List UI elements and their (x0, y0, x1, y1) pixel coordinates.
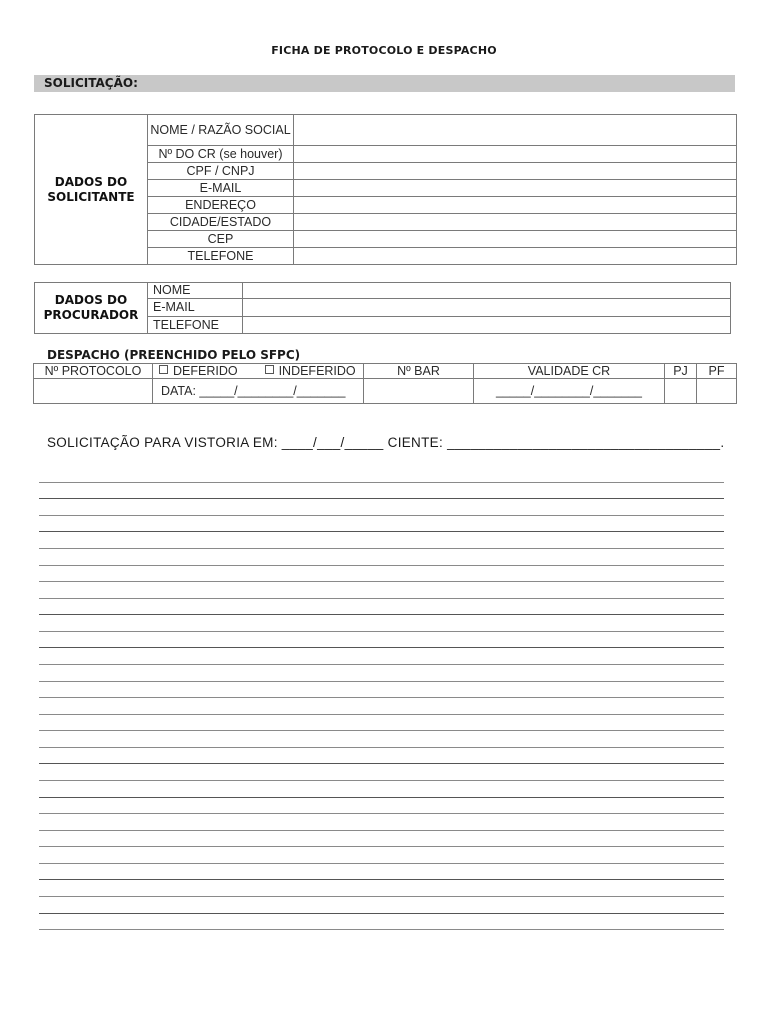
procurador-input-email[interactable] (243, 299, 731, 316)
field-label-endereco: ENDEREÇO (148, 197, 294, 214)
writing-line[interactable] (39, 714, 724, 715)
document-title: FICHA DE PROTOCOLO E DESPACHO (271, 44, 497, 57)
despacho-table (33, 363, 737, 404)
writing-line[interactable] (39, 498, 724, 499)
solicitante-label-line1: DADOS DO (54, 174, 128, 189)
writing-line[interactable] (39, 614, 724, 615)
procurador-label (35, 283, 148, 334)
field-input-cpf[interactable] (294, 163, 737, 180)
field-label-cr: Nº DO CR (se houver) (148, 146, 294, 163)
writing-line[interactable] (39, 515, 724, 516)
procurador-label-nome: NOME (148, 283, 243, 299)
writing-line[interactable] (39, 548, 724, 549)
writing-line[interactable] (39, 664, 724, 665)
writing-line[interactable] (39, 830, 724, 831)
writing-line[interactable] (39, 797, 724, 798)
writing-line[interactable] (39, 581, 724, 582)
indeferido-label: INDEFERIDO (278, 364, 356, 378)
field-label-telefone: TELEFONE (148, 248, 294, 265)
section-header-label: SOLICITAÇÃO: (44, 76, 138, 90)
field-input-cidade[interactable] (294, 214, 737, 231)
writing-line[interactable] (39, 780, 724, 781)
writing-line[interactable] (39, 896, 724, 897)
pf-input[interactable] (697, 379, 737, 404)
writing-line[interactable] (39, 913, 724, 914)
writing-line[interactable] (39, 697, 724, 698)
procurador-input-nome[interactable] (243, 283, 731, 299)
field-label-nome: NOME / RAZÃO SOCIAL (148, 115, 294, 146)
protocolo-input[interactable] (34, 379, 153, 404)
data-field[interactable]: DATA: _____/________/_______ (153, 379, 364, 404)
writing-line[interactable] (39, 730, 724, 731)
field-label-cidade: CIDADE/ESTADO (148, 214, 294, 231)
writing-line[interactable] (39, 681, 724, 682)
field-input-telefone[interactable] (294, 248, 737, 265)
solicitante-label (35, 115, 148, 265)
procurador-label-line1: DADOS DO (54, 293, 128, 307)
vistoria-line: SOLICITAÇÃO PARA VISTORIA EM: ____/___/_____ CIENTE: ___________________________________. (47, 435, 725, 450)
writing-line[interactable] (39, 846, 724, 847)
writing-line[interactable] (39, 763, 724, 764)
field-input-email[interactable] (294, 180, 737, 197)
solicitante-label-line2: SOLICITANTE (47, 189, 135, 204)
writing-line[interactable] (39, 482, 724, 483)
pf-header: PF (697, 364, 737, 379)
writing-line[interactable] (39, 631, 724, 632)
bar-input[interactable] (364, 379, 474, 404)
procurador-input-telefone[interactable] (243, 316, 731, 333)
solicitante-table (34, 114, 737, 265)
pj-input[interactable] (665, 379, 697, 404)
writing-line[interactable] (39, 531, 724, 532)
field-input-cep[interactable] (294, 231, 737, 248)
writing-line[interactable] (39, 565, 724, 566)
deferido-label: DEFERIDO (173, 364, 238, 378)
pj-header: PJ (665, 364, 697, 379)
procurador-label-telefone: TELEFONE (148, 316, 243, 333)
field-input-cr[interactable] (294, 146, 737, 163)
writing-line[interactable] (39, 879, 724, 880)
field-label-cpf: CPF / CNPJ (148, 163, 294, 180)
writing-line[interactable] (39, 647, 724, 648)
field-label-email: E-MAIL (148, 180, 294, 197)
field-label-cep: CEP (148, 231, 294, 248)
writing-line[interactable] (39, 929, 724, 930)
writing-line[interactable] (39, 598, 724, 599)
validade-field[interactable]: _____/________/_______ (474, 379, 665, 404)
procurador-label-line2: PROCURADOR (43, 308, 139, 322)
field-input-endereco[interactable] (294, 197, 737, 214)
writing-line[interactable] (39, 863, 724, 864)
despacho-title: DESPACHO (PREENCHIDO PELO SFPC) (47, 348, 301, 362)
procurador-label-email: E-MAIL (148, 299, 243, 316)
writing-line[interactable] (39, 813, 724, 814)
validade-header: VALIDADE CR (474, 364, 665, 379)
decision-cell (153, 364, 364, 379)
writing-line[interactable] (39, 747, 724, 748)
deferido-checkbox[interactable] (159, 365, 168, 374)
protocolo-header: Nº PROTOCOLO (34, 364, 153, 379)
indeferido-checkbox[interactable] (265, 365, 274, 374)
section-header (34, 75, 735, 92)
field-input-nome[interactable] (294, 115, 737, 146)
bar-header: Nº BAR (364, 364, 474, 379)
procurador-table (34, 282, 731, 334)
